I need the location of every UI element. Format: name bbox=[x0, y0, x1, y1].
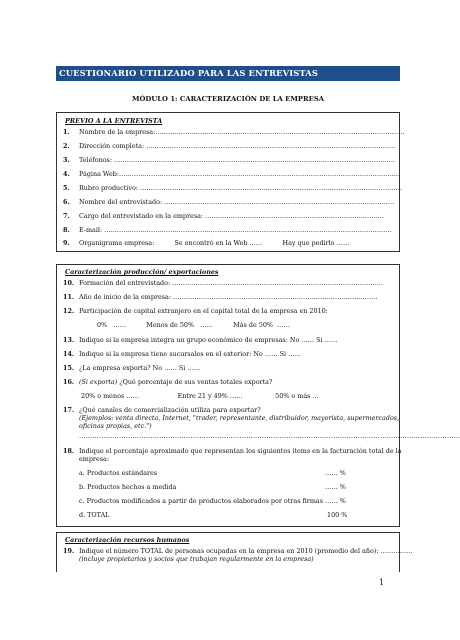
question-text: Nombre de la empresa:……………………………………………………………………………………………………… bbox=[79, 128, 405, 136]
question-13 bbox=[63, 336, 337, 344]
question-text: Dirección completa: ……………………………………………………………………………………………………… bbox=[79, 142, 396, 150]
revenue-item-label: d. TOTAL bbox=[79, 511, 110, 519]
question-5 bbox=[63, 184, 403, 192]
question-18-cont: empresa: bbox=[79, 455, 110, 463]
revenue-item-label: c. Productos modificados a partir de productos elaborados por otras firmas bbox=[79, 497, 323, 505]
question-number: 8. bbox=[63, 226, 70, 234]
section-production-exports bbox=[56, 264, 460, 527]
question-text: Teléfonos: …………………………………………………………………………………………………………………… bbox=[79, 156, 396, 164]
question-number: 6. bbox=[63, 198, 70, 206]
revenue-item-value: …… % bbox=[325, 497, 346, 505]
question-text: Año de inicio de la empresa: …………………………………………………………………………………… bbox=[79, 293, 378, 301]
question-8 bbox=[63, 226, 392, 234]
question-number: 4. bbox=[63, 170, 70, 178]
question-number: 14. bbox=[63, 350, 75, 358]
question-14 bbox=[63, 350, 301, 358]
question-4 bbox=[63, 170, 401, 178]
question-10 bbox=[63, 279, 383, 287]
section-label: PREVIO A LA ENTREVISTA bbox=[65, 117, 163, 125]
question-number: 19. bbox=[63, 547, 75, 555]
answer-dotted-line: ……………………………………………………………………………………………………………………………………………………… bbox=[79, 432, 460, 440]
revenue-item-value: …… % bbox=[325, 483, 346, 491]
question-19 bbox=[63, 547, 413, 555]
question-text: E-mail: ……………………………………………………………………………………………………………………… bbox=[79, 226, 392, 234]
question-text: Indique si la empresa tiene sucursales en el exterior: No …… Si …… bbox=[79, 350, 301, 358]
question-number: 5. bbox=[63, 184, 70, 192]
question-number: 18. bbox=[63, 447, 75, 455]
question-number: 7. bbox=[63, 212, 70, 220]
question-number: 17. bbox=[63, 406, 75, 414]
question-number: 15. bbox=[63, 364, 75, 372]
question-text: Indique el porcentaje aproximado que representan los siguientes ítems en la facturación total de la bbox=[79, 447, 402, 455]
module-title: MÓDULO 1: CARACTERIZACIÓN DE LA EMPRESA bbox=[131, 95, 325, 103]
question-number: 11. bbox=[63, 293, 75, 301]
question-text: Indique el número TOTAL de personas ocupadas en la empresa en 2010 (promedio del año): …………… bbox=[79, 547, 413, 555]
question-number: 3. bbox=[63, 156, 70, 164]
section-previous-interview bbox=[56, 112, 405, 252]
question-16 bbox=[63, 378, 272, 386]
question-17 bbox=[63, 406, 261, 414]
question-text: Indique si la empresa integra un grupo económico de empresas: No …… Si …… bbox=[79, 336, 338, 344]
question-number: 10. bbox=[63, 279, 75, 287]
section-human-resources bbox=[56, 532, 413, 572]
question-text: ¿Qué porcentaje de sus ventas totales exporta? bbox=[117, 378, 273, 386]
question-19-note: (incluye propietarios y socios que trabajan regularmente en la empresa) bbox=[79, 555, 314, 563]
channel-examples-cont: oficinas propias, etc.") bbox=[79, 422, 152, 430]
question-9 bbox=[63, 239, 349, 247]
question-2 bbox=[63, 142, 395, 150]
question-12 bbox=[63, 307, 328, 315]
question-text: Formación del entrevistado: ……………………………………………………………………………………… bbox=[79, 279, 384, 287]
question-15 bbox=[63, 364, 200, 372]
question-text: Rubro productivo: …………………………………………………………………………………………………………… bbox=[79, 184, 403, 192]
question-text: Participación de capital extranjero en el capital total de la empresa en 2010: bbox=[79, 307, 328, 315]
question-text: Organigrama empresa: Se encontró en la Web …… Hay que pedirlo …… bbox=[79, 239, 350, 247]
question-number: 9. bbox=[63, 239, 70, 247]
revenue-item-value: …… % bbox=[325, 469, 346, 477]
questionnaire-title: CUESTIONARIO UTILIZADO PARA LAS ENTREVISTAS bbox=[56, 66, 400, 81]
question-text: ¿Qué canales de comercialización utiliza para exportar? bbox=[79, 406, 261, 414]
question-text: Cargo del entrevistado en la empresa: ………………………………………………………………………… bbox=[79, 212, 385, 220]
export-share-options: 20% o menos …… Entre 21 y 49% …… 50% o más … bbox=[81, 392, 319, 400]
question-number: 2. bbox=[63, 142, 70, 150]
revenue-item-label: a. Productos estándares bbox=[79, 469, 158, 477]
capital-options: 0% …… Menos de 50% …… Más de 50% …… bbox=[97, 321, 290, 329]
question-3 bbox=[63, 156, 395, 164]
question-number: 12. bbox=[63, 307, 75, 315]
question-number: 1. bbox=[63, 128, 70, 136]
question-1 bbox=[63, 128, 405, 136]
question-11 bbox=[63, 293, 378, 301]
section-label: Caracterización producción/ exportaciones bbox=[65, 268, 219, 276]
section-label: Caracterización recursos humanos bbox=[65, 536, 190, 544]
question-number: 16. bbox=[63, 378, 75, 386]
question-condition: (Si exporta) bbox=[79, 378, 118, 386]
channel-examples: (Ejemplos: venta directa, Internet, "trader, representante, distribuidor, mayorista, supermercados, bbox=[79, 414, 400, 422]
question-7 bbox=[63, 212, 384, 220]
revenue-item-value: 100 % bbox=[327, 511, 348, 519]
question-6 bbox=[63, 198, 394, 206]
question-text: Página Web:…………………………………………………………………………………………………………………… bbox=[79, 170, 401, 178]
page-number: 1 bbox=[379, 578, 385, 587]
revenue-item-label: b. Productos hechos a medida bbox=[79, 483, 177, 491]
question-number: 13. bbox=[63, 336, 75, 344]
question-18 bbox=[63, 447, 402, 455]
question-text: ¿La empresa exporta? No …… Si …… bbox=[79, 364, 201, 372]
question-text: Nombre del entrevistado: ……………………………………………………………………………………………… bbox=[79, 198, 395, 206]
